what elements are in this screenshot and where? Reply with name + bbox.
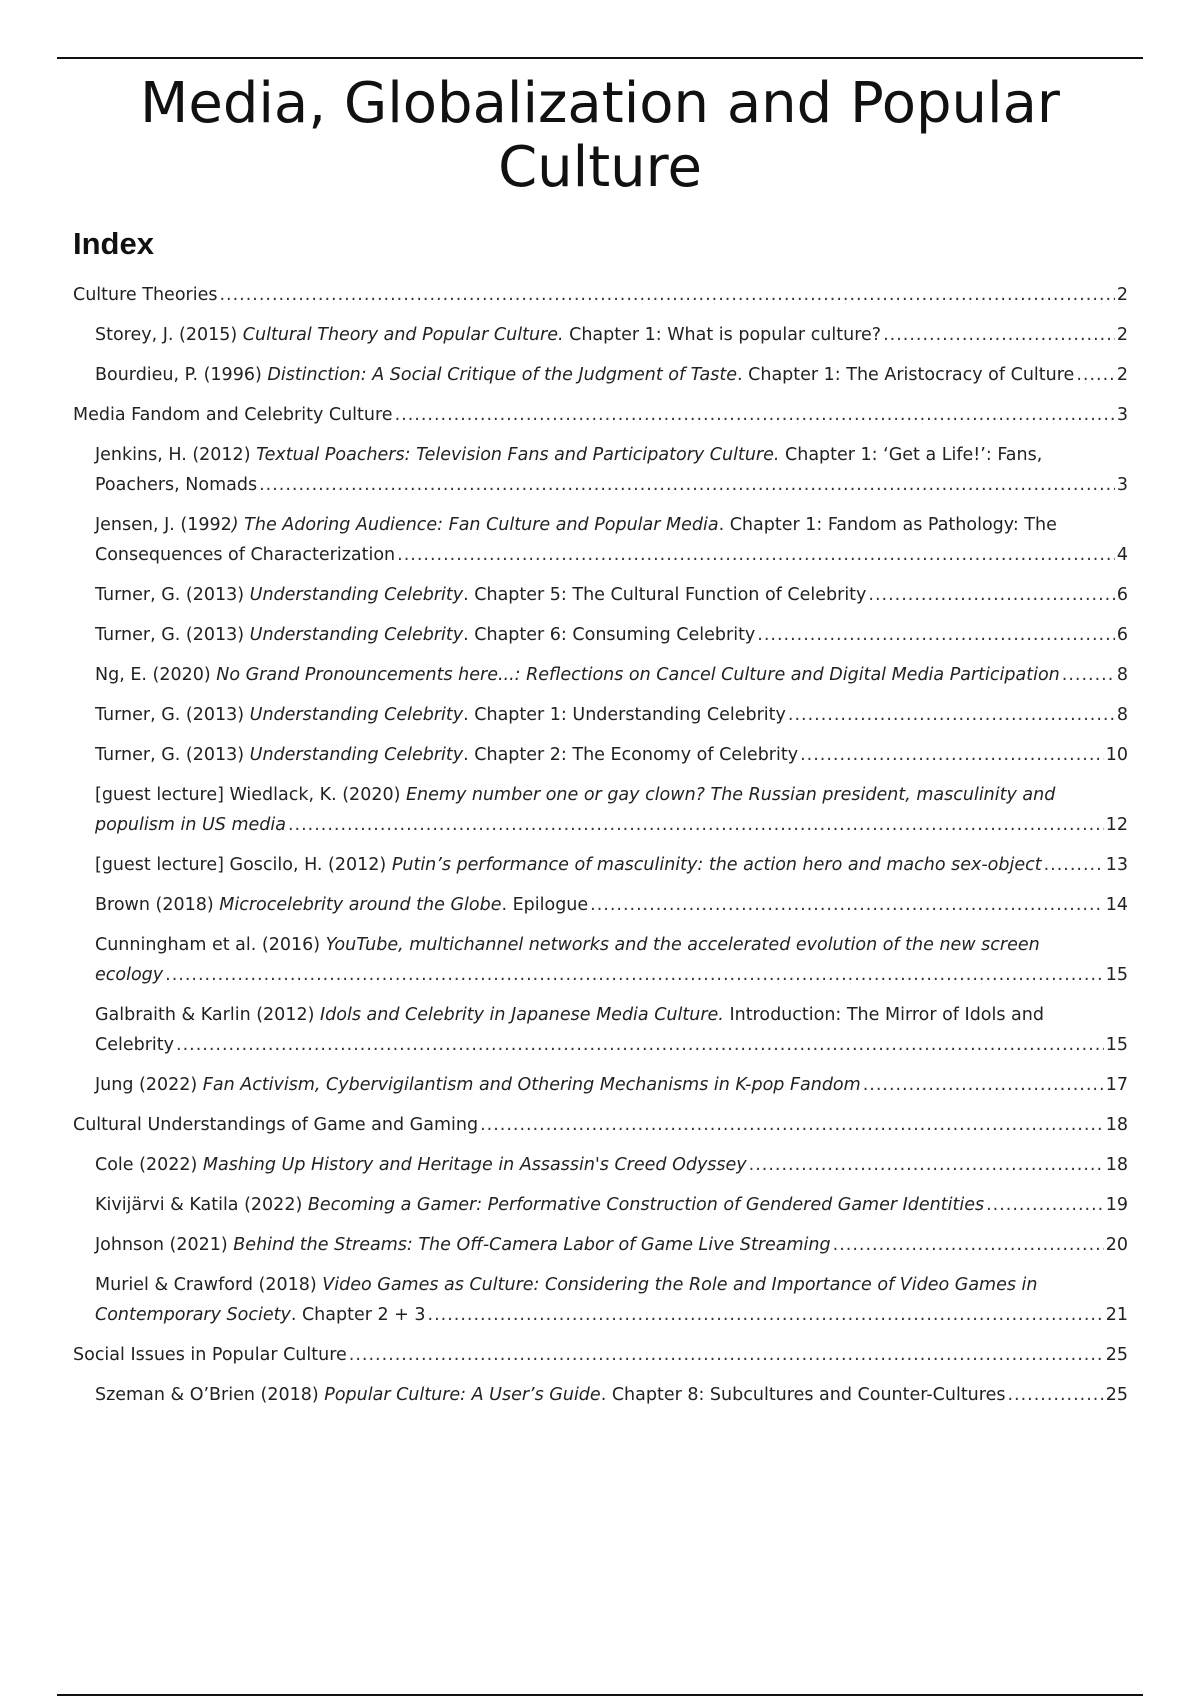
toc-entry-text: Social Issues in Popular Culture (73, 1345, 347, 1365)
toc-entry-title: Microcelebrity around the Globe (219, 895, 502, 915)
top-rule (57, 57, 1143, 59)
index-heading: Index (73, 226, 154, 261)
toc-entry-text: . Chapter 8: Subcultures and Counter-Cultures (600, 1385, 1006, 1405)
toc-entry-text: Szeman & O’Brien (2018) (95, 1385, 325, 1405)
toc-entry-text: Galbraith & Karlin (2012) (95, 1005, 320, 1025)
toc-entry-link[interactable] (73, 890, 1128, 920)
table-of-contents (73, 280, 1128, 1420)
toc-entry-text: . Chapter 5: The Cultural Function of Celebrity (463, 585, 867, 605)
toc-entry-text: Jensen, J. (1992 (95, 515, 232, 535)
toc-entry-text: Ng, E. (2020) (95, 665, 217, 685)
dot-leader (428, 1300, 1104, 1330)
toc-entry-link[interactable] (73, 620, 1128, 650)
toc-section-link[interactable] (73, 1110, 1128, 1140)
page-number: 25 (1105, 1345, 1128, 1365)
toc-entry-link[interactable] (73, 1270, 1128, 1330)
toc-entry-text: . Epilogue (501, 895, 589, 915)
toc-entry-text: Kivijärvi & Katila (2022) (95, 1195, 308, 1215)
dot-leader (1062, 660, 1115, 690)
toc-entry-link[interactable] (73, 320, 1128, 350)
bottom-rule (57, 1694, 1143, 1696)
toc-entry-link[interactable] (73, 360, 1128, 390)
toc-entry-text: Chapter 1: What is popular culture? (563, 325, 882, 345)
dot-leader (868, 580, 1114, 610)
toc-entry-title: populism in US media (95, 815, 286, 835)
toc-entry-title: Understanding Celebrity (249, 585, 464, 605)
page-number: 19 (1105, 1195, 1128, 1215)
dot-leader (833, 1230, 1104, 1260)
toc-entry-text: [guest lecture] Wiedlack, K. (2020) (95, 785, 406, 805)
toc-entry-title: Idols and Celebrity in Japanese Media Culture. (319, 1005, 724, 1025)
page-number: 2 (1116, 325, 1128, 345)
toc-entry-text: Celebrity (95, 1035, 174, 1055)
dot-leader (757, 620, 1115, 650)
toc-entry-title: Distinction: A Social Critique of the Judgment of Taste (267, 365, 738, 385)
toc-entry-link[interactable] (73, 580, 1128, 610)
toc-entry-title: Understanding Celebrity (249, 705, 464, 725)
dot-leader (1044, 850, 1104, 880)
toc-entry-link[interactable] (73, 440, 1128, 500)
dot-leader (395, 400, 1115, 430)
toc-entry-text: . Chapter 1: Understanding Celebrity (463, 705, 786, 725)
toc-entry-title: Mashing Up History and Heritage in Assassin's Creed Odyssey (202, 1155, 747, 1175)
dot-leader (749, 1150, 1104, 1180)
page-number: 8 (1116, 705, 1128, 725)
page-number: 3 (1116, 405, 1128, 425)
toc-entry-title: Understanding Celebrity (249, 745, 464, 765)
toc-entry-title: Textual Poachers: Television Fans and Participatory Culture. (256, 445, 780, 465)
dot-leader (788, 700, 1115, 730)
page-number: 6 (1116, 585, 1128, 605)
toc-entry-link[interactable] (73, 700, 1128, 730)
toc-entry-title: Becoming a Gamer: Performative Construction of Gendered Gamer Identities (307, 1195, 985, 1215)
page-number: 20 (1105, 1235, 1128, 1255)
toc-entry-link[interactable] (73, 930, 1128, 990)
toc-entry-text: Turner, G. (2013) (95, 705, 250, 725)
toc-entry-link[interactable] (73, 1150, 1128, 1180)
page-number: 15 (1105, 965, 1128, 985)
toc-entry-text: . Chapter 2 + 3 (290, 1305, 426, 1325)
toc-entry-text: Muriel & Crawford (2018) (95, 1275, 323, 1295)
toc-entry-text: [guest lecture] Goscilo, H. (2012) (95, 855, 392, 875)
page-number: 18 (1105, 1115, 1128, 1135)
toc-entry-text: Media Fandom and Celebrity Culture (73, 405, 393, 425)
dot-leader (288, 810, 1104, 840)
dot-leader (883, 320, 1115, 350)
dot-leader (800, 740, 1104, 770)
toc-entry-link[interactable] (73, 850, 1128, 880)
toc-entry-text: Storey, J. (2015) (95, 325, 243, 345)
toc-entry-text: Cole (2022) (95, 1155, 203, 1175)
page-number: 8 (1116, 665, 1128, 685)
toc-entry-title: ecology (95, 965, 164, 985)
toc-entry-text: Turner, G. (2013) (95, 585, 250, 605)
toc-entry-text: Johnson (2021) (95, 1235, 234, 1255)
toc-entry-title: Popular Culture: A User’s Guide (324, 1385, 601, 1405)
dot-leader (1076, 360, 1115, 390)
dot-leader (397, 540, 1115, 570)
dot-leader (590, 890, 1104, 920)
toc-entry-text: Brown (2018) (95, 895, 220, 915)
dot-leader (165, 960, 1104, 990)
toc-entry-text: Chapter 1: ‘Get a Life!’: Fans, (779, 445, 1043, 465)
toc-entry-title: Cultural Theory and Popular Culture. (242, 325, 564, 345)
page-number: 2 (1116, 285, 1128, 305)
toc-entry-title: Video Games as Culture: Considering the Role and Importance of Video Games in (322, 1275, 1038, 1295)
toc-entry-text: Jenkins, H. (2012) (95, 445, 257, 465)
toc-entry-title: ) The Adoring Audience: Fan Culture and Popular Media (231, 515, 719, 535)
page-number: 12 (1105, 815, 1128, 835)
page-number: 15 (1105, 1035, 1128, 1055)
toc-entry-text: . Chapter 1: The Aristocracy of Culture (737, 365, 1075, 385)
page-number: 14 (1105, 895, 1128, 915)
page-number: 13 (1105, 855, 1128, 875)
toc-entry-link[interactable] (73, 510, 1128, 570)
toc-entry-text: Culture Theories (73, 285, 218, 305)
dot-leader (1007, 1380, 1103, 1410)
toc-section-link[interactable] (73, 400, 1128, 430)
toc-entry-link[interactable] (73, 1190, 1128, 1220)
toc-entry-link[interactable] (73, 1070, 1128, 1100)
dot-leader (176, 1030, 1104, 1060)
toc-entry-title: No Grand Pronouncements here...: Reflections on Cancel Culture and Digital Media Participation (216, 665, 1060, 685)
toc-entry-text: Turner, G. (2013) (95, 745, 250, 765)
toc-entry-title: Fan Activism, Cybervigilantism and Othering Mechanisms in K-pop Fandom (202, 1075, 861, 1095)
page-number: 4 (1116, 545, 1128, 565)
toc-entry-title: Understanding Celebrity (249, 625, 464, 645)
page-number: 25 (1105, 1385, 1128, 1405)
toc-entry-text: . Chapter 1: Fandom as Pathology: The (718, 515, 1057, 535)
toc-entry-title: Putin’s performance of masculinity: the action hero and macho sex-object (391, 855, 1042, 875)
page-number: 2 (1116, 365, 1128, 385)
toc-entry-text: Jung (2022) (95, 1075, 203, 1095)
toc-entry-link[interactable] (73, 1230, 1128, 1260)
toc-entry-link[interactable] (73, 740, 1128, 770)
toc-entry-title: Contemporary Society (95, 1305, 291, 1325)
dot-leader (480, 1110, 1104, 1140)
page-number: 10 (1105, 745, 1128, 765)
dot-leader (349, 1340, 1104, 1370)
page-number: 6 (1116, 625, 1128, 645)
dot-leader (863, 1070, 1104, 1100)
toc-entry-text: Bourdieu, P. (1996) (95, 365, 268, 385)
toc-entry-text: Turner, G. (2013) (95, 625, 250, 645)
dot-leader (986, 1190, 1104, 1220)
toc-entry-text: Cultural Understandings of Game and Gaming (73, 1115, 479, 1135)
toc-entry-link[interactable] (73, 1000, 1128, 1060)
toc-entry-text: Introduction: The Mirror of Idols and (723, 1005, 1044, 1025)
page-number: 18 (1105, 1155, 1128, 1175)
toc-entry-link[interactable] (73, 660, 1128, 690)
toc-entry-text: . Chapter 6: Consuming Celebrity (463, 625, 756, 645)
toc-entry-link[interactable] (73, 1380, 1128, 1410)
page-number: 17 (1105, 1075, 1128, 1095)
toc-entry-text: Cunningham et al. (2016) (95, 935, 326, 955)
page-number: 21 (1105, 1305, 1128, 1325)
document-title: Media, Globalization and Popular Culture (140, 71, 1060, 200)
toc-entry-title: Enemy number one or gay clown? The Russian president, masculinity and (405, 785, 1056, 805)
dot-leader (259, 470, 1115, 500)
toc-entry-text: . Chapter 2: The Economy of Celebrity (463, 745, 799, 765)
page-number: 3 (1116, 475, 1128, 495)
toc-entry-link[interactable] (73, 780, 1128, 840)
toc-section-link[interactable] (73, 280, 1128, 310)
toc-entry-title: YouTube, multichannel networks and the accelerated evolution of the new screen (325, 935, 1040, 955)
toc-entry-text: Consequences of Characterization (95, 545, 396, 565)
dot-leader (219, 280, 1114, 310)
toc-entry-title: Behind the Streams: The Off-Camera Labor of Game Live Streaming (233, 1235, 831, 1255)
toc-entry-text: Poachers, Nomads (95, 475, 258, 495)
toc-section-link[interactable] (73, 1340, 1128, 1370)
